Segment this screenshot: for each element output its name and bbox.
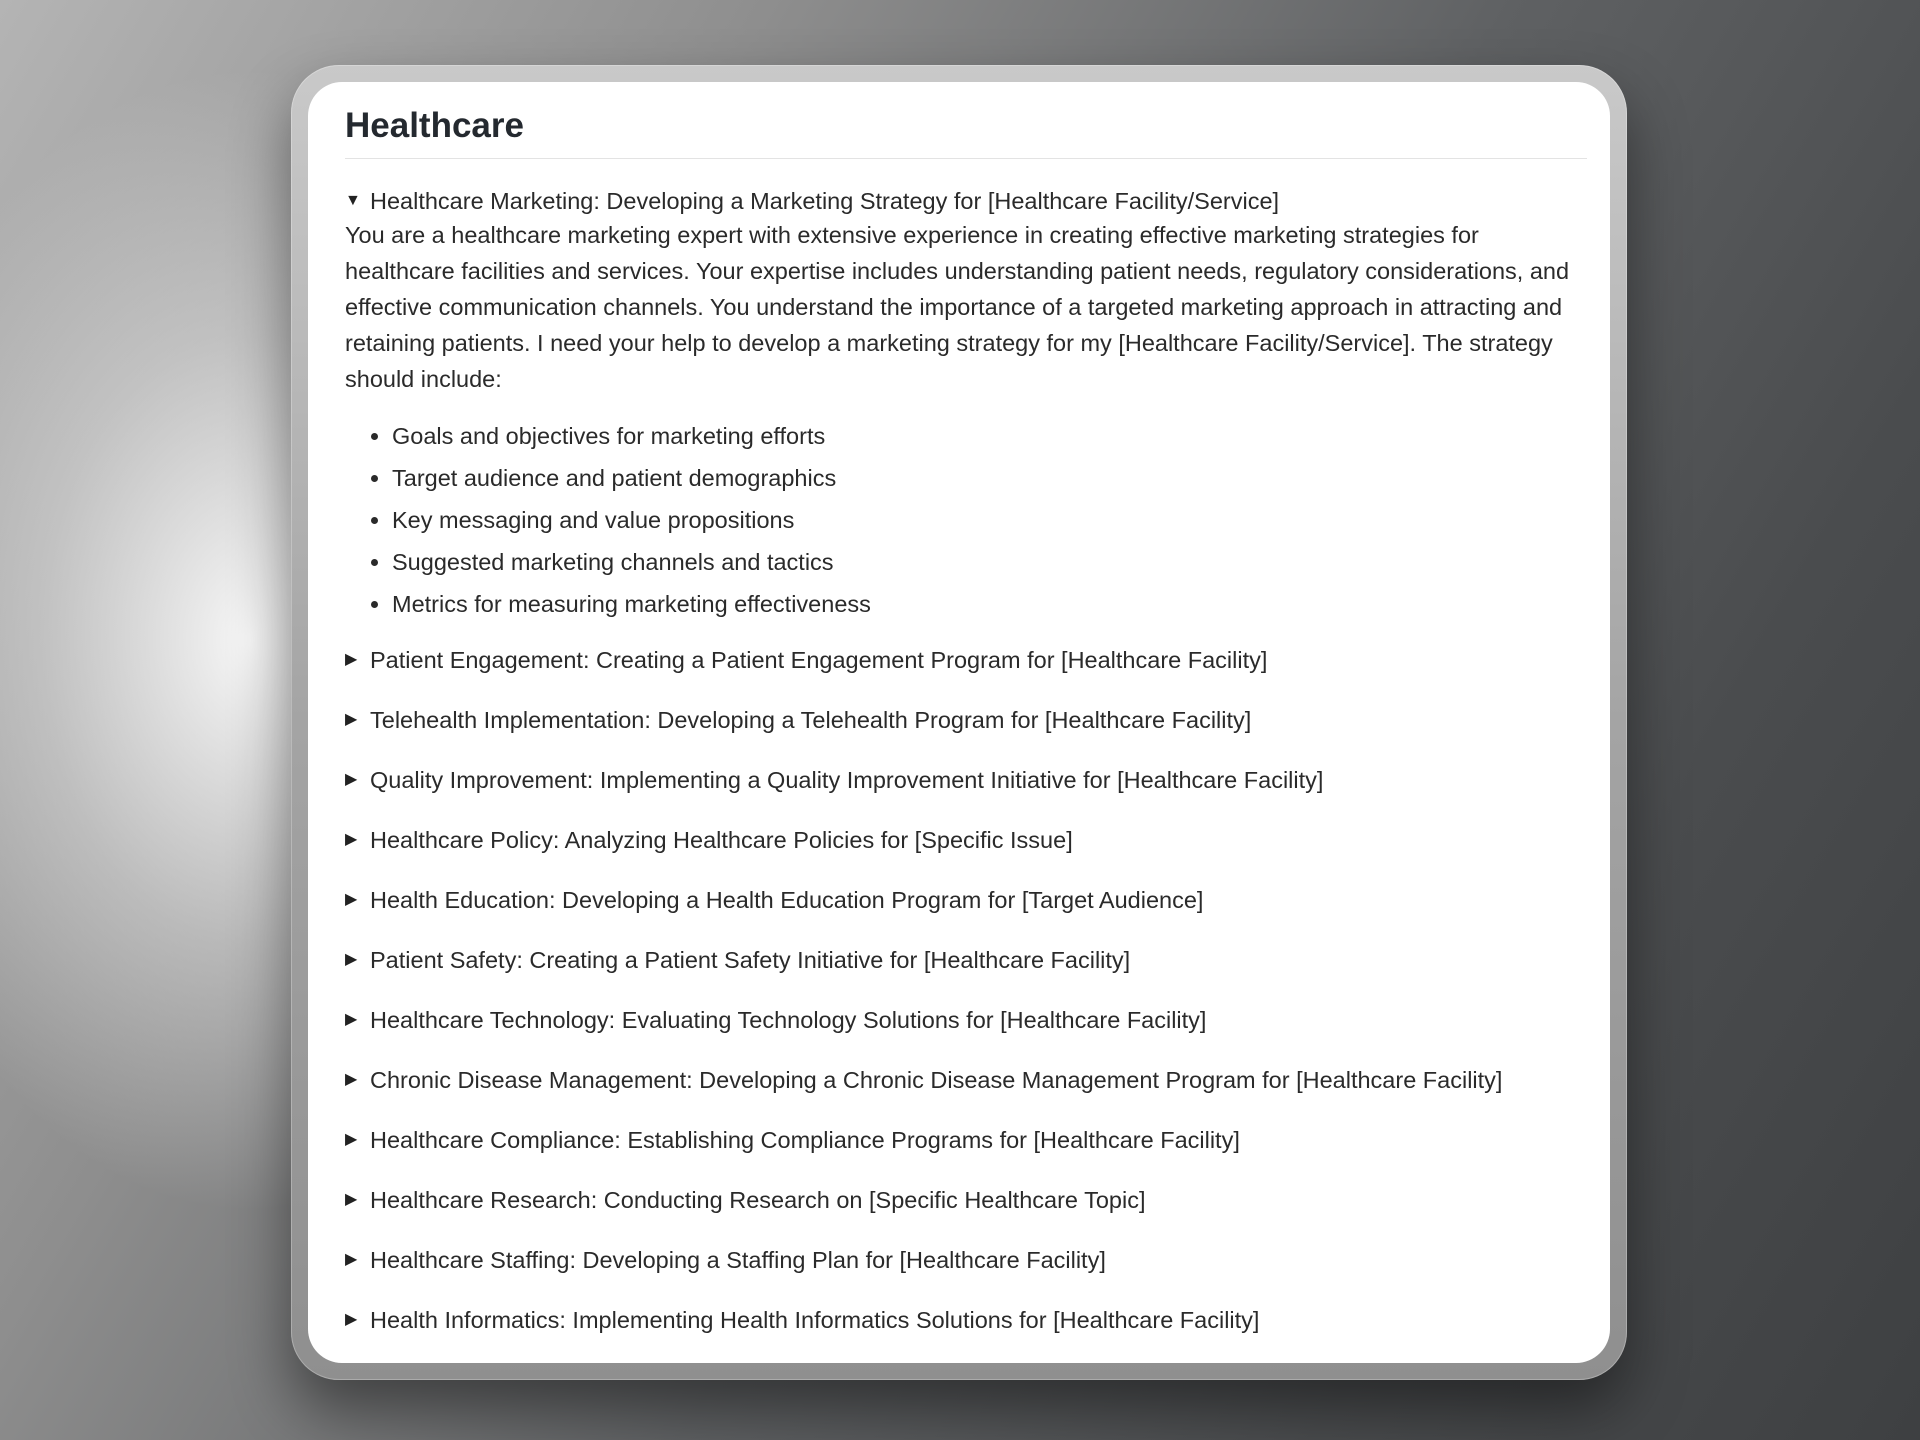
details-collapsed — [345, 1244, 1587, 1276]
document-sheet — [308, 82, 1610, 1363]
summary-label: Patient Safety: Creating a Patient Safety Initiative for [Healthcare Facility] — [370, 947, 1131, 973]
disclosure-collapsed-icon: ▶ — [345, 771, 358, 788]
details-summary[interactable] — [345, 1124, 1587, 1156]
disclosure-collapsed-icon: ▶ — [345, 1131, 358, 1148]
details-collapsed — [345, 764, 1587, 796]
summary-label: Healthcare Research: Conducting Research on [Specific Healthcare Topic] — [370, 1187, 1146, 1213]
device-frame — [291, 65, 1627, 1380]
disclosure-collapsed-icon: ▶ — [345, 711, 358, 728]
summary-label: Quality Improvement: Implementing a Quality Improvement Initiative for [Healthcare Facility] — [370, 767, 1324, 793]
details-summary[interactable] — [345, 644, 1587, 676]
details-summary[interactable] — [345, 1244, 1587, 1276]
details-collapsed — [345, 1124, 1587, 1156]
disclosure-collapsed-icon: ▶ — [345, 1071, 358, 1088]
disclosure-collapsed-icon: ▶ — [345, 1191, 358, 1208]
details-summary[interactable] — [345, 1064, 1587, 1096]
page-title: Healthcare — [345, 100, 1587, 159]
collapsed-details-list — [345, 644, 1587, 1336]
bullet-list — [345, 415, 1587, 625]
summary-label: Healthcare Compliance: Establishing Compliance Programs for [Healthcare Facility] — [370, 1127, 1240, 1153]
summary-label: Healthcare Staffing: Developing a Staffing Plan for [Healthcare Facility] — [370, 1247, 1106, 1273]
details-collapsed — [345, 1184, 1587, 1216]
details-summary[interactable] — [345, 884, 1587, 916]
list-item: • Key messaging and value propositions — [392, 499, 1587, 541]
details-summary[interactable] — [345, 1304, 1587, 1336]
details-summary-healthcare-marketing[interactable] — [345, 185, 1587, 217]
disclosure-collapsed-icon: ▶ — [345, 891, 358, 908]
list-item: • Target audience and patient demographics — [392, 457, 1587, 499]
details-summary[interactable] — [345, 764, 1587, 796]
summary-label: Telehealth Implementation: Developing a Telehealth Program for [Healthcare Facility] — [370, 707, 1252, 733]
details-collapsed — [345, 884, 1587, 916]
disclosure-collapsed-icon: ▶ — [345, 1011, 358, 1028]
list-item: • Metrics for measuring marketing effectiveness — [392, 583, 1587, 625]
details-summary[interactable] — [345, 824, 1587, 856]
details-summary[interactable] — [345, 944, 1587, 976]
summary-label: Health Education: Developing a Health Education Program for [Target Audience] — [370, 887, 1204, 913]
details-collapsed — [345, 824, 1587, 856]
details-collapsed — [345, 644, 1587, 676]
details-collapsed — [345, 1064, 1587, 1096]
list-item: • Suggested marketing channels and tactics — [392, 541, 1587, 583]
summary-label: Health Informatics: Implementing Health Informatics Solutions for [Healthcare Facility] — [370, 1307, 1260, 1333]
disclosure-collapsed-icon: ▶ — [345, 831, 358, 848]
details-expanded — [345, 185, 1587, 625]
summary-label: Healthcare Policy: Analyzing Healthcare Policies for [Specific Issue] — [370, 827, 1073, 853]
details-summary[interactable] — [345, 1004, 1587, 1036]
details-collapsed — [345, 704, 1587, 736]
list-item: • Goals and objectives for marketing efforts — [392, 415, 1587, 457]
document-content — [345, 100, 1587, 1336]
details-collapsed — [345, 1304, 1587, 1336]
summary-label: Healthcare Marketing: Developing a Marketing Strategy for [Healthcare Facility/Service] — [370, 188, 1280, 214]
disclosure-collapsed-icon: ▶ — [345, 1311, 358, 1328]
summary-label: Patient Engagement: Creating a Patient Engagement Program for [Healthcare Facility] — [370, 647, 1268, 673]
disclosure-collapsed-icon: ▶ — [345, 1251, 358, 1268]
summary-label: Chronic Disease Management: Developing a Chronic Disease Management Program for [Healthcare Facility] — [370, 1067, 1503, 1093]
summary-label: Healthcare Technology: Evaluating Technology Solutions for [Healthcare Facility] — [370, 1007, 1207, 1033]
disclosure-expanded-icon: ▼ — [345, 192, 361, 209]
disclosure-collapsed-icon: ▶ — [345, 651, 358, 668]
details-summary[interactable] — [345, 704, 1587, 736]
disclosure-collapsed-icon: ▶ — [345, 951, 358, 968]
details-description: You are a healthcare marketing expert with extensive experience in creating effective marketing strategies for healthcare facilities and services. Your expertise includes understanding patient needs, regulatory considerations, and effective communication channels. You understand the importance of a targeted marketing approach in attracting and retaining patients. I need your help to develop a marketing strategy for my [Healthcare Facility/Service]. The strategy should include: — [345, 222, 1570, 392]
details-collapsed — [345, 944, 1587, 976]
details-summary[interactable] — [345, 1184, 1587, 1216]
details-collapsed — [345, 1004, 1587, 1036]
